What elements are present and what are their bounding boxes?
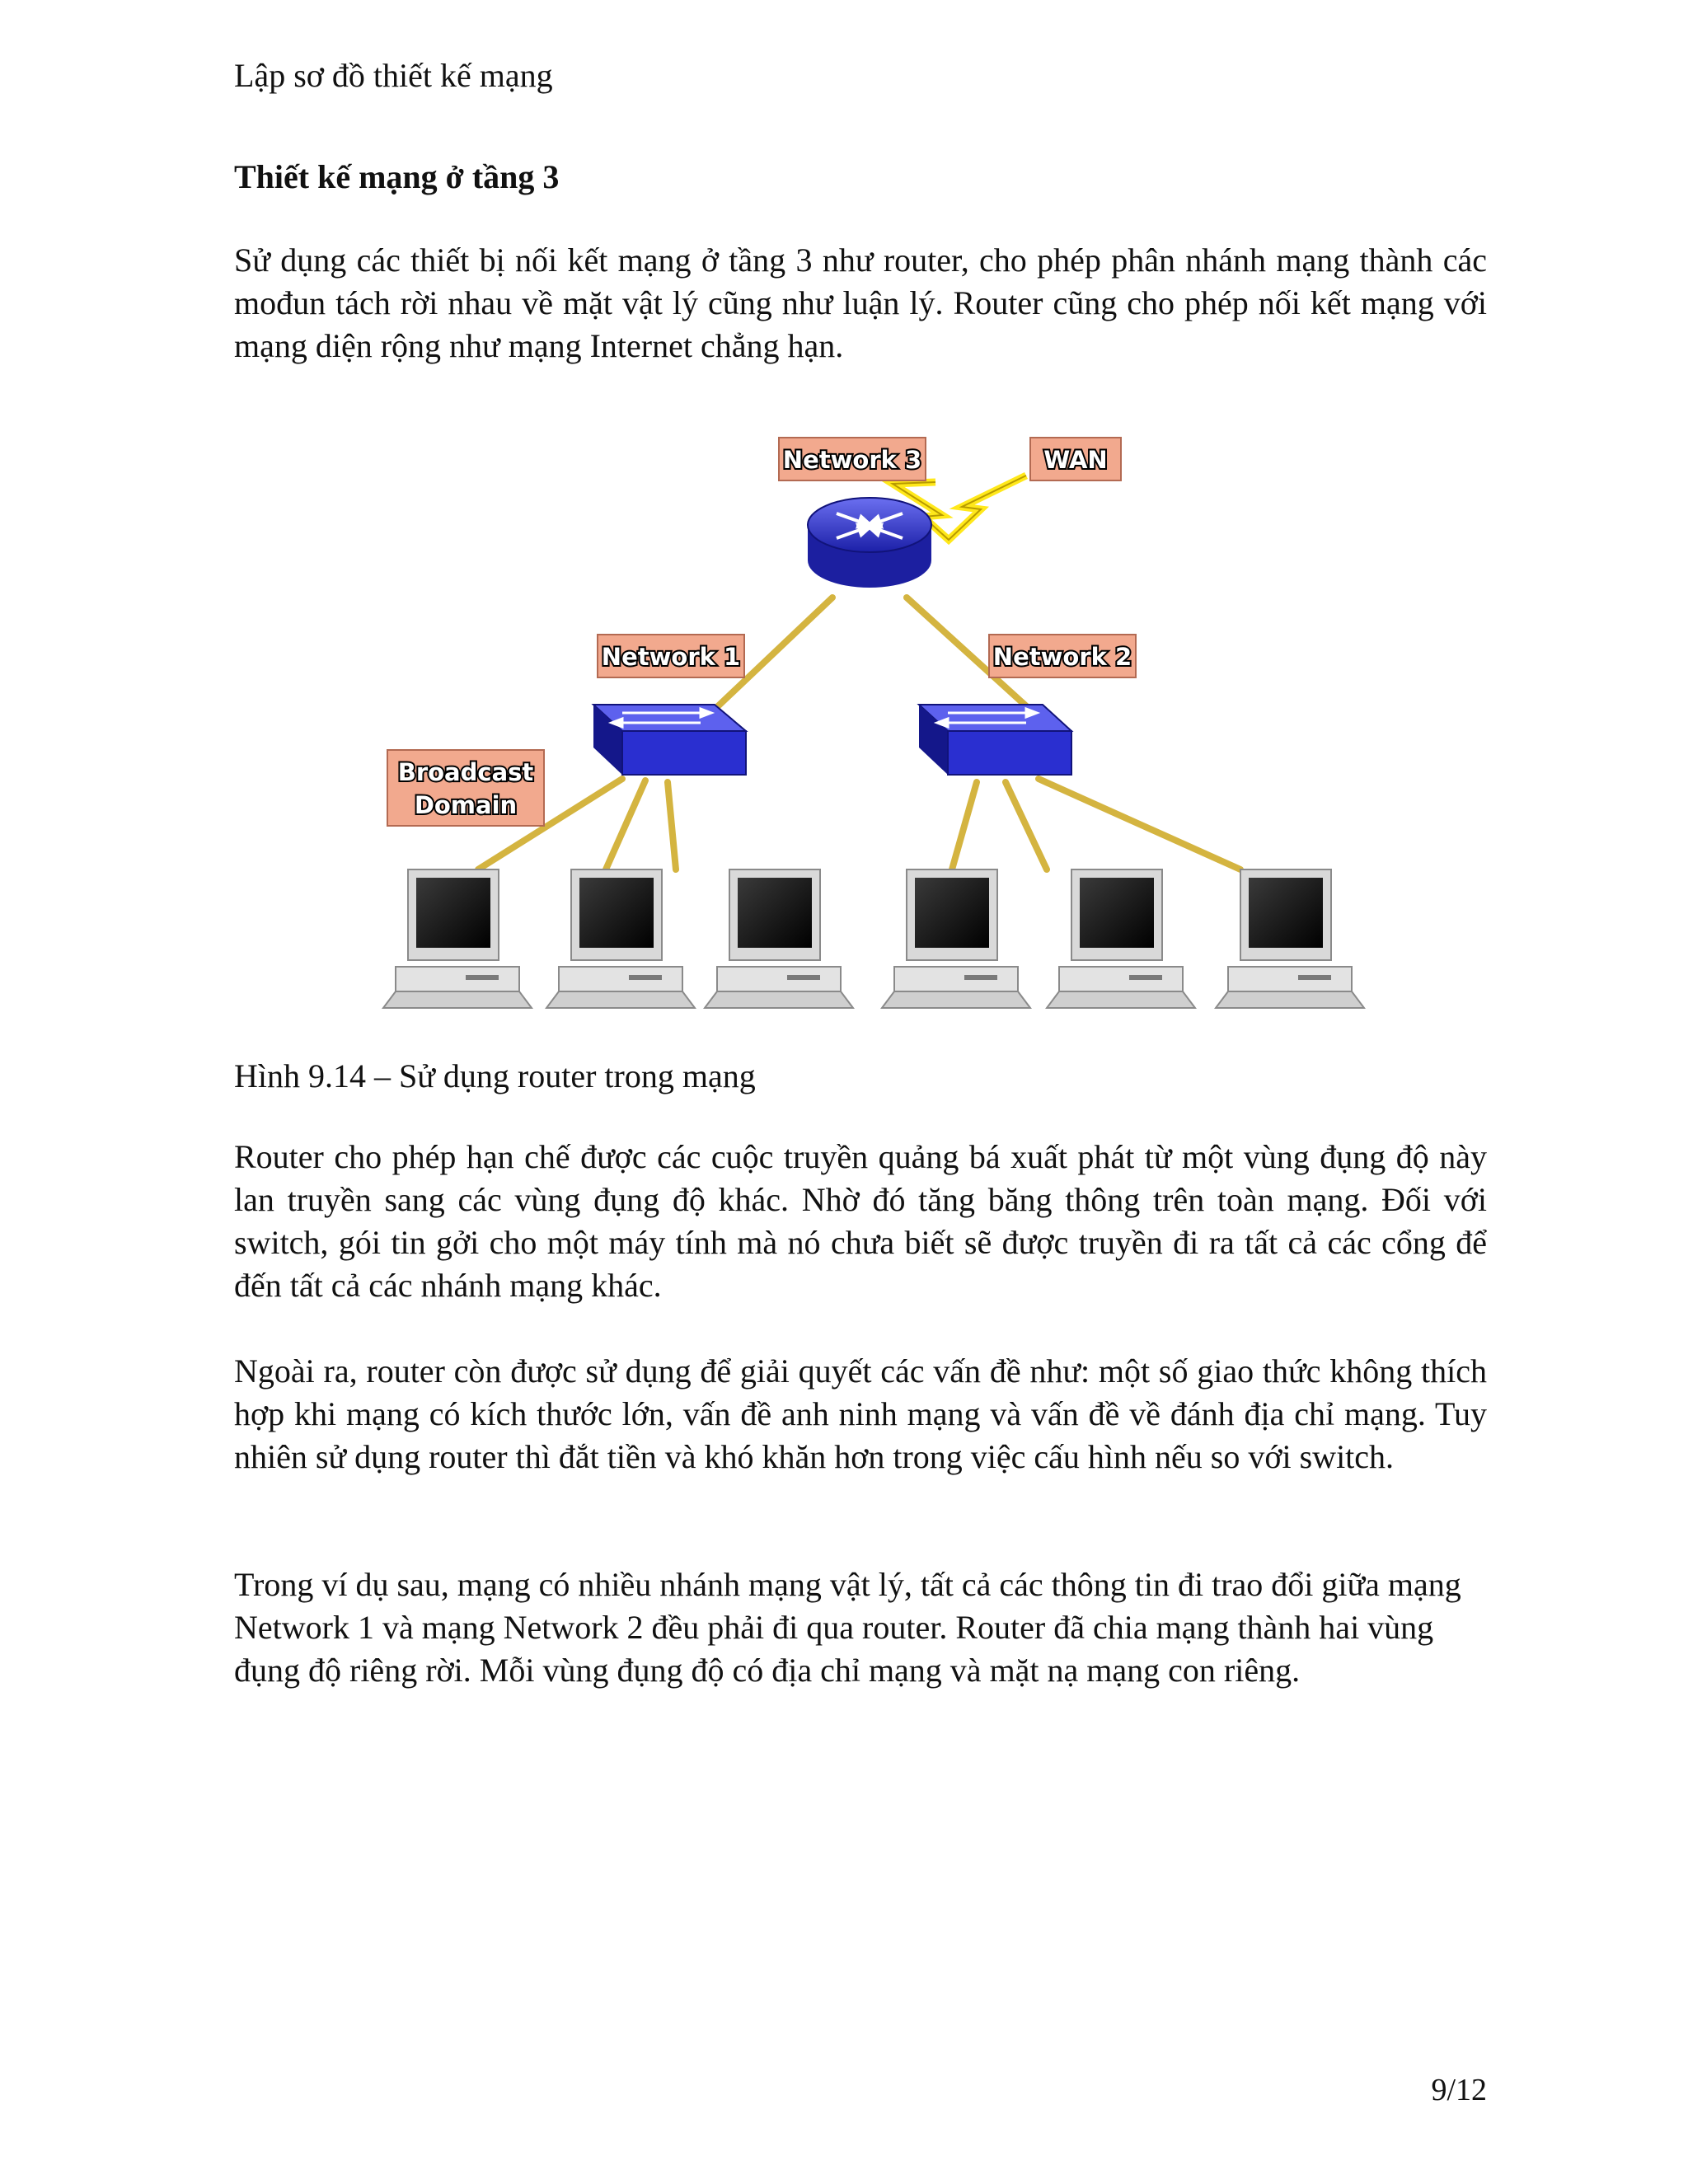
label-network-3 bbox=[779, 438, 926, 480]
label-network-2-text: Network 2 bbox=[992, 643, 1132, 671]
section-title: Thiết kế mạng ở tầng 3 bbox=[234, 158, 560, 195]
label-broadcast-line1: Broadcast bbox=[397, 758, 534, 786]
cable-switch2-pc4 bbox=[952, 782, 977, 869]
computer-6 bbox=[1216, 869, 1364, 1008]
switch-network-2 bbox=[919, 705, 1071, 775]
network-diagram bbox=[375, 424, 1372, 1010]
computer-3 bbox=[705, 869, 853, 1008]
label-wan-text: WAN bbox=[1043, 446, 1108, 474]
page-header: Lập sơ đồ thiết kế mạng bbox=[234, 57, 553, 94]
paragraph-router-broadcast: Router cho phép hạn chế được các cuộc truyền quảng bá xuất phát từ một vùng đụng độ này lan truyền sang các vùng đụng độ khác. Nhờ đó tăng băng thông trên toàn mạng. Đối với switch, gói tin gởi cho một máy tính mà nó chưa biết sẽ được truyền đi ra tất cả các cổng để đến tất cả các nhánh mạng khác. bbox=[234, 1138, 1487, 1304]
cable-switch2-pc5 bbox=[1006, 782, 1047, 869]
paragraph-router-other-uses: Ngoài ra, router còn được sử dụng để giải quyết các vấn đề như: một số giao thức không thích hợp khi mạng có kích thước lớn, vấn đề anh ninh mạng và vấn đề về đánh địa chỉ mạng. Tuy nhiên sử dụng router thì đắt tiền và khó khăn hơn trong việc cấu hình nếu so với switch. bbox=[234, 1352, 1487, 1475]
computer-5 bbox=[1047, 869, 1195, 1008]
computer-1 bbox=[383, 869, 532, 1008]
label-broadcast-domain bbox=[387, 750, 544, 826]
paragraph-intro: Sử dụng các thiết bị nối kết mạng ở tầng 3 như router, cho phép phân nhánh mạng thành các mođun tách rời nhau về mặt vật lý cũng như luận lý. Router cũng cho phép nối kết mạng với mạng diện rộng như mạng Internet chẳng hạn. bbox=[234, 241, 1487, 364]
label-network-2 bbox=[989, 635, 1136, 677]
cable-switch2-pc6 bbox=[1039, 779, 1240, 869]
figure-caption: Hình 9.14 – Sử dụng router trong mạng bbox=[234, 1057, 756, 1094]
switch-network-1 bbox=[593, 705, 746, 775]
page-number: 9/12 bbox=[1431, 2073, 1487, 2107]
label-network-1 bbox=[598, 635, 744, 677]
computer-2 bbox=[546, 869, 695, 1008]
label-broadcast-line2: Domain bbox=[414, 791, 518, 819]
cable-switch1-pc2 bbox=[606, 780, 645, 869]
computer-4 bbox=[882, 869, 1030, 1008]
cable-switch1-pc3 bbox=[668, 782, 676, 869]
paragraph-example: Trong ví dụ sau, mạng có nhiều nhánh mạng vật lý, tất cả các thông tin đi trao đổi giữa mạng Network 1 và mạng Network 2 đều phải đi qua router. Router đã chia mạng thành hai vùng đụng độ riêng rời. Mỗi vùng đụng độ có địa chỉ mạng và mặt nạ mạng con riêng. bbox=[234, 1566, 1461, 1689]
network-diagram-svg bbox=[375, 424, 1372, 1010]
label-network-3-text: Network 3 bbox=[782, 446, 922, 474]
label-network-1-text: Network 1 bbox=[601, 643, 741, 671]
router bbox=[808, 498, 931, 588]
label-wan bbox=[1030, 438, 1121, 480]
